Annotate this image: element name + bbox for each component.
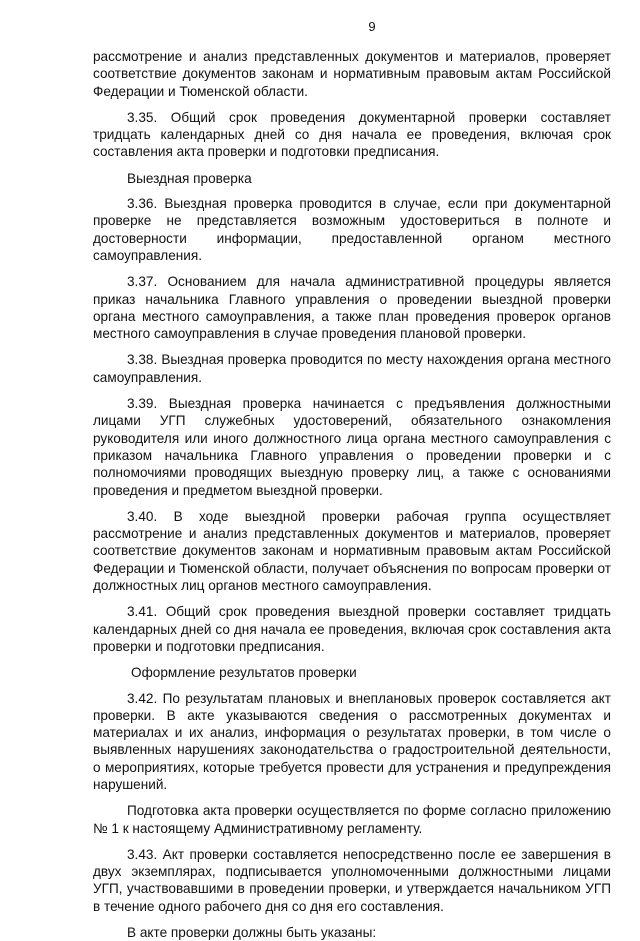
paragraph: 3.36. Выездная проверка проводится в случае, если при документарной проверке не представляется возможным удостовериться в полноте и достоверности информации, предоставленной органом местного самоуправления. — [93, 196, 611, 263]
paragraph: 3.38. Выездная проверка проводится по месту нахождения органа местного самоуправления. — [93, 352, 611, 385]
paragraph: 3.37. Основанием для начала административной процедуры является приказ начальника Главного управления о проведении выездной проверки органа местного самоуправления, а также план проведения проверок органов местного самоуправления в случае проведения плановой проверки. — [93, 274, 611, 342]
document-body — [93, 48, 611, 941]
paragraph: В акте проверки должны быть указаны: — [127, 925, 377, 941]
paragraph: рассмотрение и анализ представленных документов и материалов, проверяет соответствие документов законам и нормативным правовым актам Российской Федерации и Тюменской области. — [93, 49, 611, 99]
page-number: 9 — [368, 19, 376, 34]
paragraph: 3.40. В ходе выездной проверки рабочая группа осуществляет рассмотрение и анализ представленных документов и материалов, проверяет соответствие документов законам и нормативным правовым актам Российской Федерации и Тюменской области, получает объяснения по вопросам проверки от должностных лиц органов местного самоуправления. — [93, 508, 611, 594]
paragraph: 3.39. Выездная проверка начинается с предъявления должностными лицами УГП служебных удостоверений, обязательного ознакомления руководителя или иного должностного лица органа местного самоуправления с приказом начальника Главного управления о проведении проверки и с полномочиями проводящих выездную проверку лиц, а также с основаниями проведения и предметом выездной проверки. — [93, 396, 611, 498]
paragraph: 3.42. По результатам плановых и внеплановых проверок составляется акт проверки. В акте указываются сведения о рассмотренных документах и материалах и их анализ, информация о результатах проверки, в том числе о выявленных нарушениях законодательства о градостроительной деятельности, о мероприятиях, которые требуется провести для устранения и предупреждения нарушений. — [93, 690, 611, 792]
paragraph: 3.41. Общий срок проведения выездной проверки составляет тридцать календарных дней со дня начала ее проведения, включая срок составления акта проверки и подготовки предписания. — [93, 604, 611, 654]
section-heading: Выездная проверка — [127, 170, 252, 186]
paragraph: 3.35. Общий срок проведения документарной проверки составляет тридцать календарных дней со дня начала ее проведения, включая срок составления акта проверки и подготовки предписания. — [93, 109, 611, 160]
paragraph: 3.43. Акт проверки составляется непосредственно после ее завершения в двух экземплярах, подписывается уполномоченными должностными лицами УГП, участвовавшими в проведении проверки, и утверждается начальником УГП в течение одного рабочего дня со дня его составления. — [93, 846, 611, 914]
section-heading: Оформление результатов проверки — [131, 665, 357, 681]
paragraph: Подготовка акта проверки осуществляется по форме согласно приложению № 1 к настоящему Административному регламенту. — [93, 803, 611, 836]
